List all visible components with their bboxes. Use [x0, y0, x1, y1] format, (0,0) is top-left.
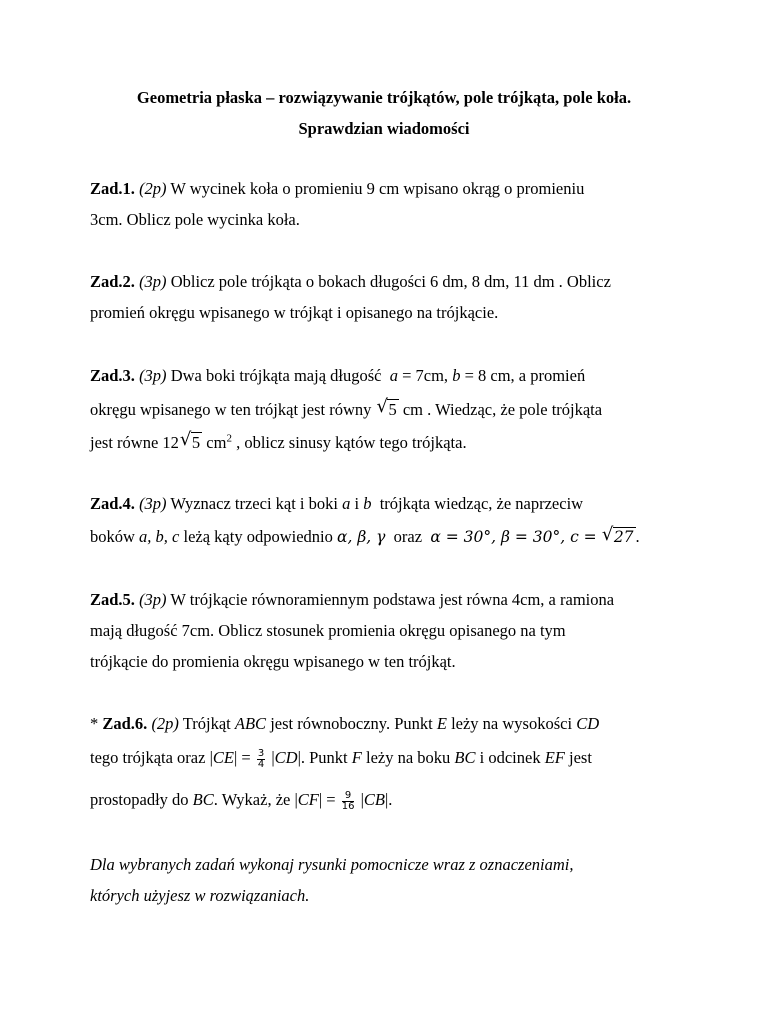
task-text: | =: [233, 748, 251, 767]
task-text: prostopadły do: [90, 790, 189, 809]
task-text: . Wykaż, że |: [213, 790, 298, 809]
task-6-line-1: [90, 714, 599, 734]
conjunction: oraz: [393, 527, 423, 546]
exponent: 2: [226, 432, 232, 445]
footer-line-1: Dla wybranych zadań wykonaj rysunki pomocnicze wraz z oznaczeniami,: [90, 855, 574, 874]
segment-bc: BC: [192, 790, 214, 809]
task-text: leżą kąty odpowiednio: [183, 527, 333, 546]
triangle-abc: ABC: [234, 714, 267, 733]
sqrt-radicand: 5: [191, 433, 201, 452]
task-text: jest: [569, 748, 592, 767]
task-text: cm . Wiedząc, że pole trójkąta: [402, 400, 603, 419]
task-5-line-1: [90, 590, 614, 610]
task-text: leży na boku: [365, 748, 451, 767]
task-text: Wyznacz trzeci kąt i boki: [170, 494, 338, 513]
sqrt-expression: √ 5: [376, 396, 397, 419]
task-4-line-1: [90, 494, 583, 514]
sqrt-expression: √ 5: [179, 429, 201, 452]
var-a: a: [389, 366, 398, 385]
task-5-line-2: mają długość 7cm. Oblicz stosunek promienia okręgu opisanego na tym: [90, 621, 566, 640]
task-2-line-2: promień okręgu wpisanego w trójkąt i opisanego na trójkącie.: [90, 303, 499, 322]
task-label: Zad.6.: [102, 714, 148, 733]
task-label: Zad.4.: [90, 494, 135, 513]
task-points: (2p): [151, 714, 179, 733]
task-label: Zad.3.: [90, 366, 135, 385]
value-a: = 7cm,: [402, 366, 449, 385]
period: .: [635, 527, 640, 546]
task-3-line-2: [90, 396, 603, 420]
page-subtitle: Sprawdzian wiadomości: [298, 119, 470, 138]
var-b: b: [452, 366, 461, 385]
point-e: E: [436, 714, 447, 733]
task-2-line-1: [90, 272, 611, 292]
task-points: (3p): [139, 494, 167, 513]
task-text: okręgu wpisanego w ten trójkąt jest równy: [90, 400, 372, 419]
task-3-line-3: [90, 429, 467, 453]
value-b: = 8 cm, a promień: [464, 366, 586, 385]
unit: cm: [206, 433, 227, 452]
segment-cd: CD: [576, 714, 600, 733]
task-1-line-2: 3cm. Oblicz pole wycinka koła.: [90, 210, 300, 229]
task-text: i odcinek: [479, 748, 541, 767]
sqrt-radicand: 5: [388, 400, 397, 419]
task-6-line-2: [90, 748, 592, 770]
task-text: | =: [318, 790, 336, 809]
task-text: |: [271, 748, 275, 767]
segment-cb: CB: [363, 790, 385, 809]
angle-names: α, β, γ: [337, 528, 386, 546]
task-text: trójkąta wiedząc, że naprzeciw: [379, 494, 584, 513]
point-f: F: [351, 748, 362, 767]
task-text: , oblicz sinusy kątów tego trójkąta.: [236, 433, 467, 452]
task-points: (3p): [139, 272, 167, 291]
angle-conditions: α = 30°, β = 30°, c =: [430, 528, 597, 546]
task-label: Zad.1.: [90, 179, 135, 198]
task-text: boków: [90, 527, 135, 546]
task-6-line-3: [90, 790, 392, 812]
fraction-9-16: [342, 791, 355, 812]
task-text: |.: [385, 790, 393, 809]
segment-bc: BC: [454, 748, 476, 767]
segment-ef: EF: [544, 748, 565, 767]
task-text: W trójkącie równoramiennym podstawa jest równa 4cm, a ramiona: [170, 590, 615, 609]
fraction-numerator: 3: [257, 747, 265, 759]
task-text: Trójkąt: [182, 714, 231, 733]
sqrt-expression: √ 27: [601, 524, 634, 546]
task-text: |. Punkt: [297, 748, 348, 767]
task-label: Zad.2.: [90, 272, 135, 291]
var-b: b: [363, 494, 372, 513]
fraction-denominator: 16: [341, 800, 355, 812]
task-points: (3p): [139, 366, 167, 385]
task-text: jest równoboczny. Punkt: [270, 714, 433, 733]
task-points: (2p): [139, 179, 167, 198]
star-marker: *: [90, 714, 99, 733]
segment-ce: CE: [212, 748, 234, 767]
task-text: Oblicz pole trójkąta o bokach długości 6 dm, 8 dm, 11 dm . Oblicz: [170, 272, 611, 291]
fraction-numerator: 9: [342, 791, 355, 802]
task-text: |: [360, 790, 364, 809]
segment-cf: CF: [297, 790, 319, 809]
task-5-line-3: trójkącie do promienia okręgu wpisanego w ten trójkąt.: [90, 652, 456, 671]
segment-cd: CD: [274, 748, 298, 767]
task-label: Zad.5.: [90, 590, 135, 609]
task-4-line-2: [90, 524, 640, 547]
task-3-line-1: [90, 366, 585, 386]
task-text: W wycinek koła o promieniu 9 cm wpisano okrąg o promieniu: [170, 179, 585, 198]
side-names: a, b, c: [139, 527, 180, 546]
task-points: (3p): [139, 590, 167, 609]
footer-line-2: których użyjesz w rozwiązaniach.: [90, 886, 310, 905]
fraction-3-4: [257, 749, 265, 770]
task-text: Dwa boki trójkąta mają długość: [170, 366, 382, 385]
task-text: tego trójkąta oraz |: [90, 748, 213, 767]
page-title: Geometria płaska – rozwiązywanie trójkątów, pole trójkąta, pole koła.: [136, 88, 632, 107]
task-text: leży na wysokości: [451, 714, 573, 733]
conjunction: i: [354, 494, 360, 513]
var-a: a: [342, 494, 351, 513]
sqrt-radicand: 27: [613, 528, 634, 546]
fraction-denominator: 4: [257, 758, 265, 770]
task-1-line-1: [90, 179, 584, 199]
task-text: jest równe 12: [90, 433, 179, 452]
